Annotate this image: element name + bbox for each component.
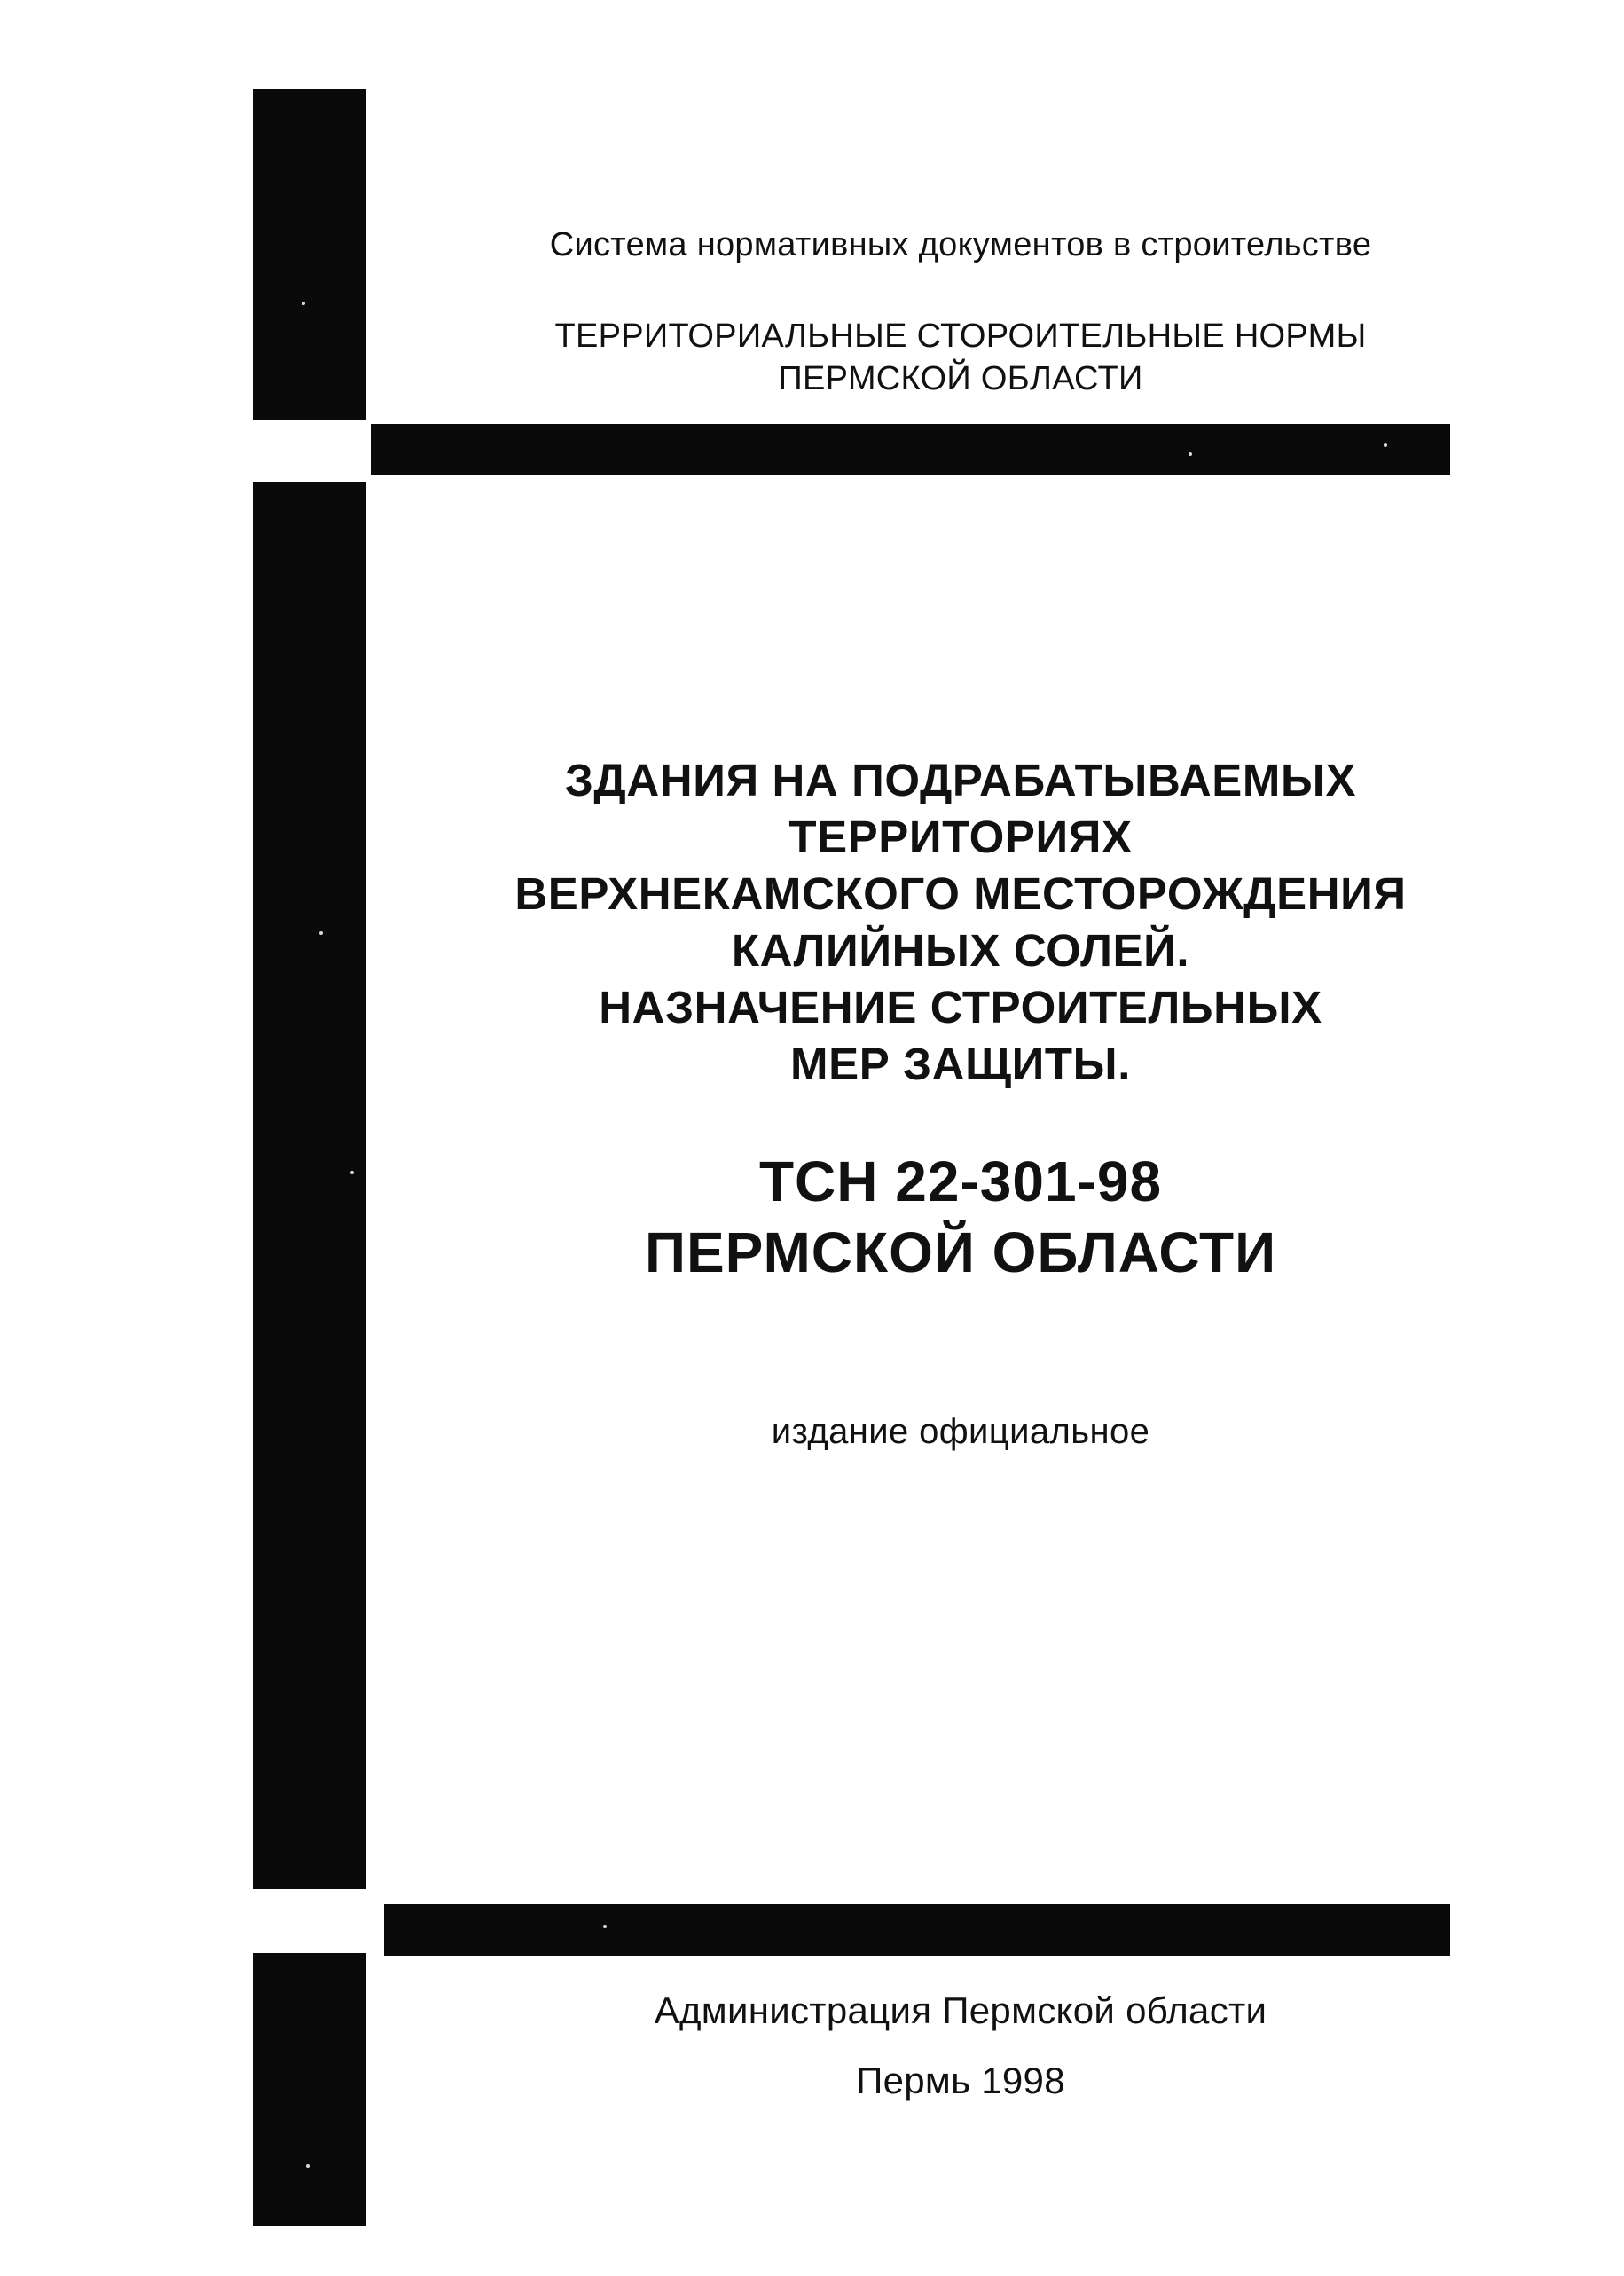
left-bar-bottom — [253, 1953, 366, 2226]
title-line: ЗДАНИЯ НА ПОДРАБАТЫВАЕМЫХ — [564, 755, 1357, 805]
scan-speck — [302, 302, 305, 305]
publisher-name: Администрация Пермской области — [654, 1990, 1267, 2031]
edition-label: издание официальное — [771, 1412, 1150, 1451]
scan-speck — [1384, 443, 1387, 447]
horizontal-bar-top — [371, 424, 1450, 475]
code-line: ПЕРМСКОЙ ОБЛАСТИ — [644, 1220, 1277, 1284]
title-line: ВЕРХНЕКАМСКОГО МЕСТОРОЖДЕНИЯ — [514, 868, 1407, 919]
category-heading — [366, 315, 1555, 400]
left-bar-middle — [253, 482, 366, 1889]
title-line: КАЛИЙНЫХ СОЛЕЙ. — [731, 925, 1190, 976]
category-line: ПЕРМСКОЙ ОБЛАСТИ — [778, 360, 1143, 397]
scan-speck — [350, 1171, 354, 1174]
left-bar-top — [253, 89, 366, 420]
city-year: Пермь 1998 — [856, 2060, 1065, 2101]
series-heading: Система нормативных документов в строительстве — [549, 226, 1372, 263]
document-code — [366, 1146, 1555, 1288]
scan-speck — [603, 1925, 607, 1928]
scan-speck — [1189, 452, 1192, 456]
horizontal-bar-bottom — [384, 1904, 1450, 1956]
code-line: ТСН 22-301-98 — [758, 1150, 1163, 1213]
scan-speck — [306, 2164, 310, 2168]
title-line: ТЕРРИТОРИЯХ — [788, 812, 1133, 862]
document-title — [366, 752, 1555, 1093]
title-line: МЕР ЗАЩИТЫ. — [790, 1039, 1131, 1089]
scan-speck — [319, 931, 323, 935]
title-line: НАЗНАЧЕНИЕ СТРОИТЕЛЬНЫХ — [599, 982, 1322, 1032]
category-line: ТЕРРИТОРИАЛЬНЫЕ СТОРОИТЕЛЬНЫЕ НОРМЫ — [554, 318, 1367, 355]
